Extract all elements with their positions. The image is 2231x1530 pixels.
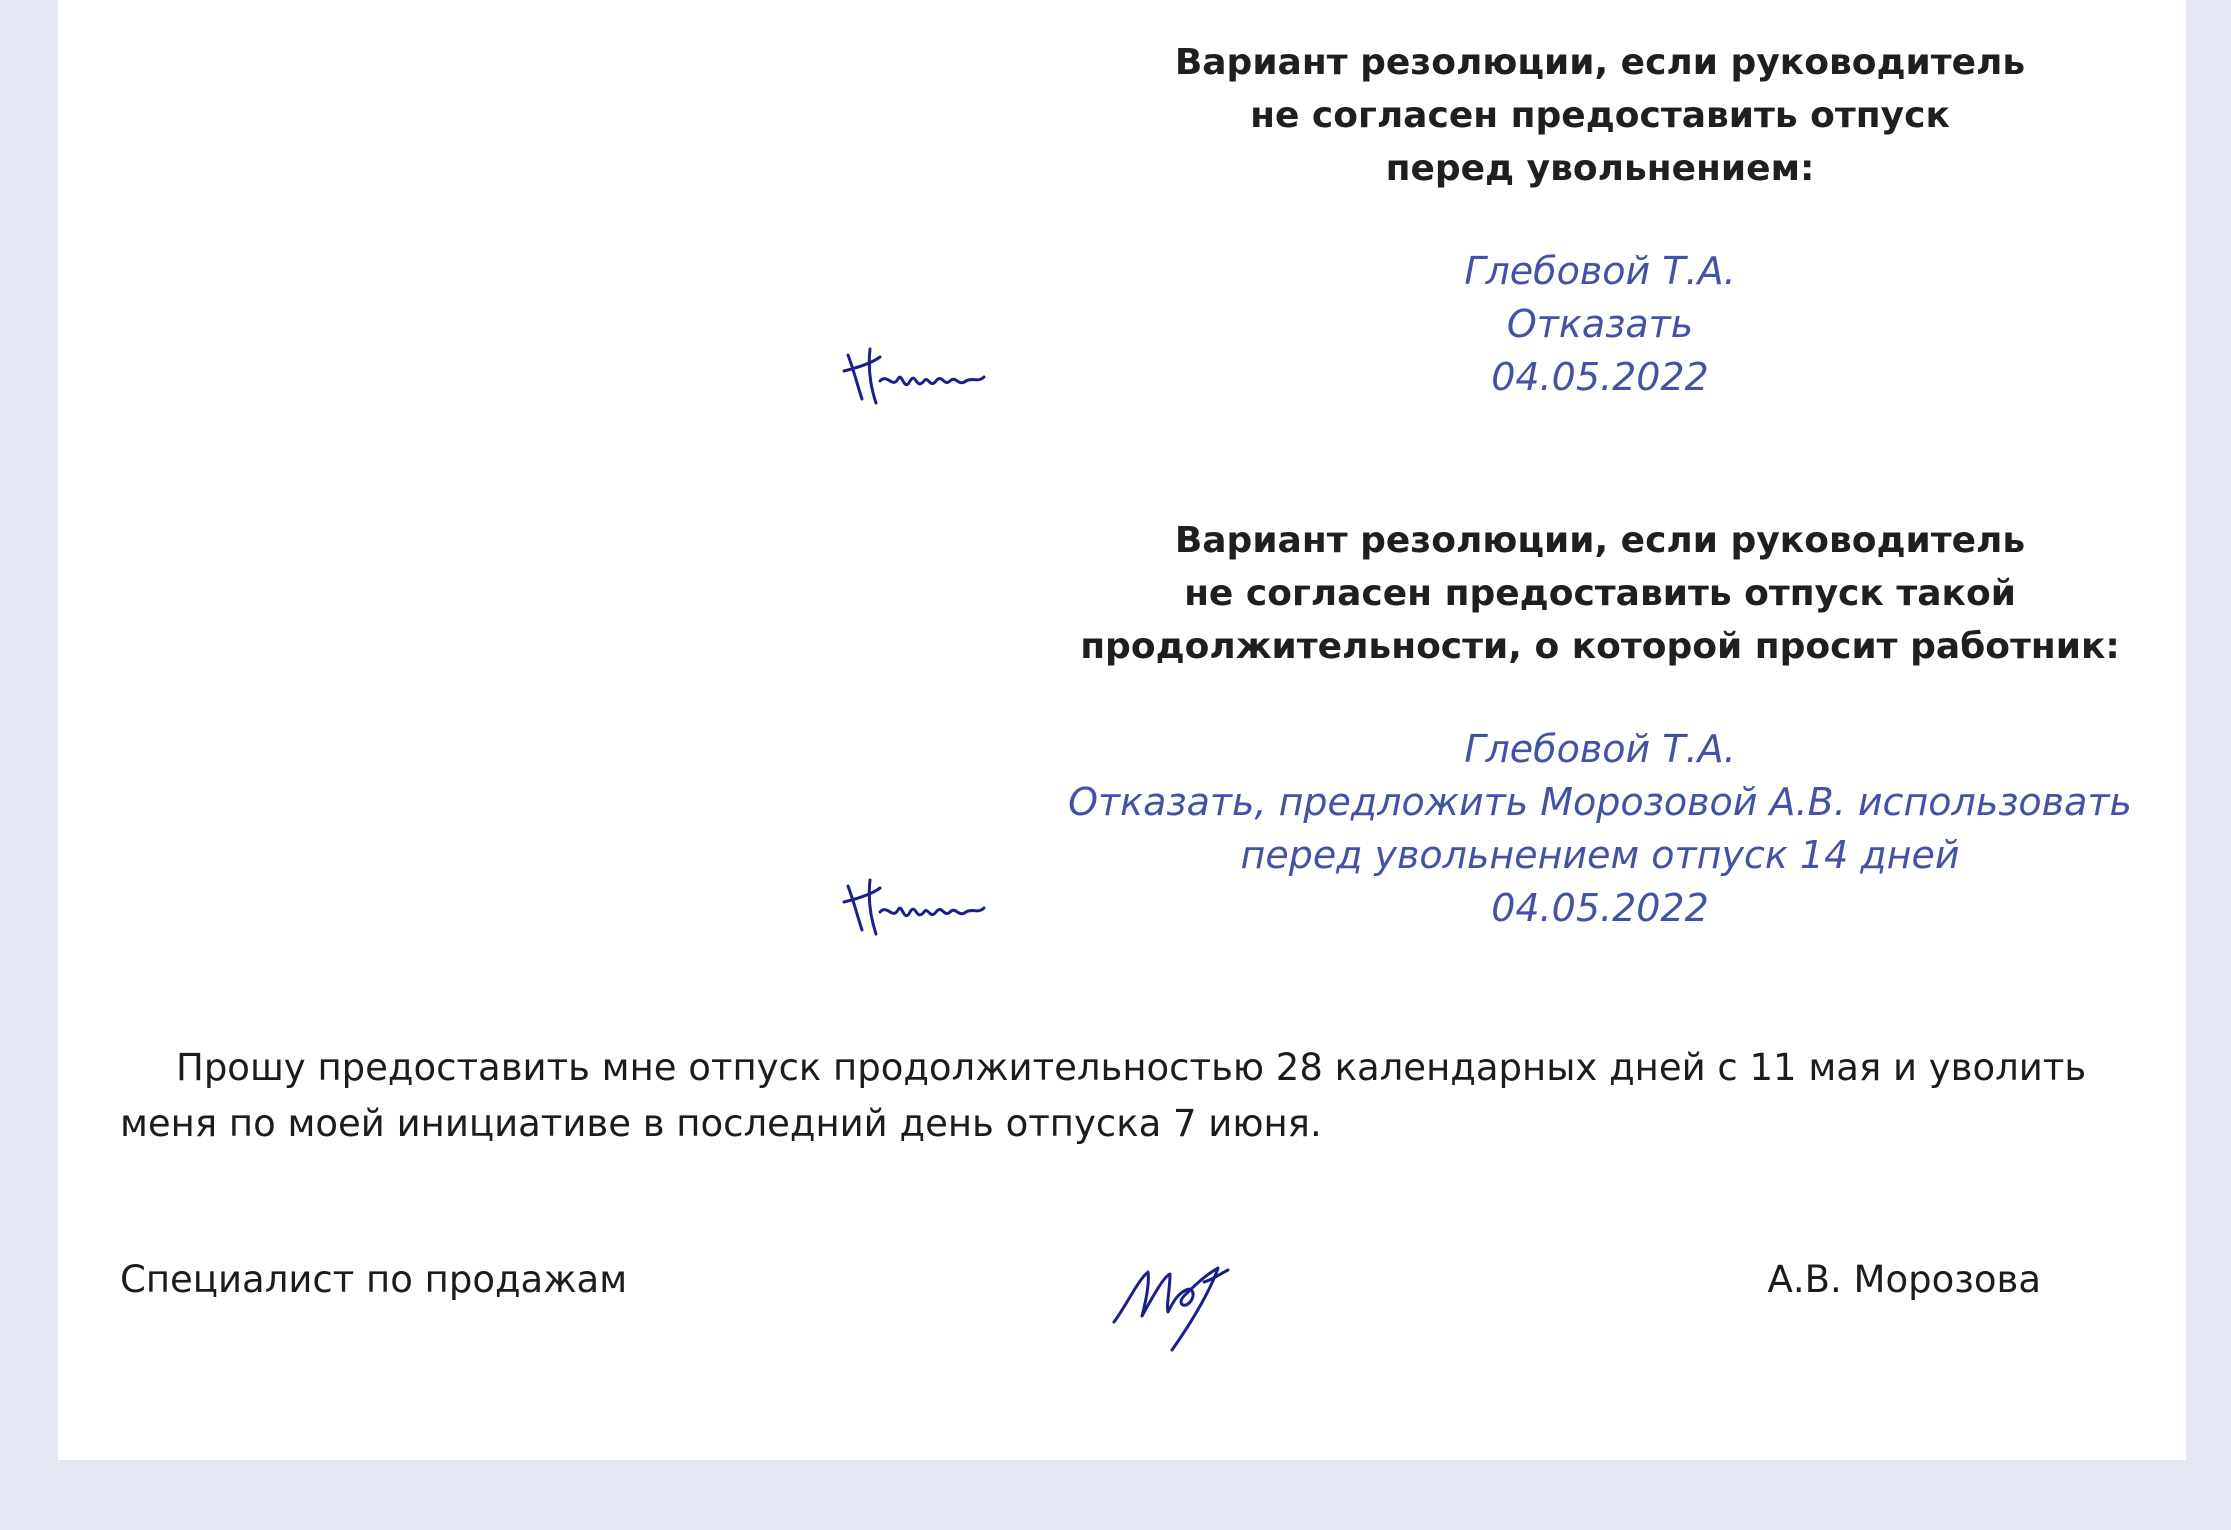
variant2-heading-line: не согласен предоставить отпуск такой bbox=[1184, 573, 2016, 614]
variant2-resolution-addressee: Глебовой Т.А. bbox=[1464, 727, 1736, 771]
variant2-date-line bbox=[1000, 882, 2200, 935]
variant1-date: 04.05.2022 bbox=[1491, 355, 1709, 399]
variant1-heading-line: Вариант резолюции, если руководитель bbox=[1174, 42, 2026, 83]
variant2-resolution bbox=[1000, 723, 2200, 935]
variant2-date: 04.05.2022 bbox=[1491, 886, 1709, 930]
manager-signature-icon bbox=[840, 341, 990, 411]
variant1-resolution-decision: Отказать bbox=[1506, 302, 1694, 346]
variant2-block bbox=[1000, 514, 2200, 935]
variant1-heading-line: перед увольнением: bbox=[1385, 148, 1815, 189]
variant1-resolution-addressee: Глебовой Т.А. bbox=[1464, 249, 1736, 293]
variant1-heading-line: не согласен предоставить отпуск bbox=[1250, 95, 1950, 136]
manager-signature-icon bbox=[840, 872, 990, 942]
application-body-text: Прошу предоставить мне отпуск продолжительностью 28 календарных дней с 11 мая и уволить меня по моей инициативе в последний день отпуска 7 июня. bbox=[120, 1046, 2087, 1145]
variant2-heading-line: Вариант резолюции, если руководитель bbox=[1174, 520, 2026, 561]
variant1-block bbox=[1000, 36, 2200, 404]
variant2-heading bbox=[1000, 514, 2200, 673]
employee-signature-icon bbox=[1108, 1246, 1238, 1356]
variant2-resolution-decision: перед увольнением отпуск 14 дней bbox=[1240, 833, 1960, 877]
employee-name: А.В. Морозова bbox=[1767, 1258, 2041, 1301]
employee-position: Специалист по продажам bbox=[120, 1258, 628, 1301]
variant2-heading-line: продолжительности, о которой просит работник: bbox=[1080, 626, 2120, 667]
variant1-resolution bbox=[1000, 245, 2200, 404]
variant2-resolution-decision: Отказать, предложить Морозовой А.В. использовать bbox=[1068, 780, 2132, 824]
variant1-heading bbox=[1000, 36, 2200, 195]
variant1-date-line bbox=[1000, 351, 2200, 404]
